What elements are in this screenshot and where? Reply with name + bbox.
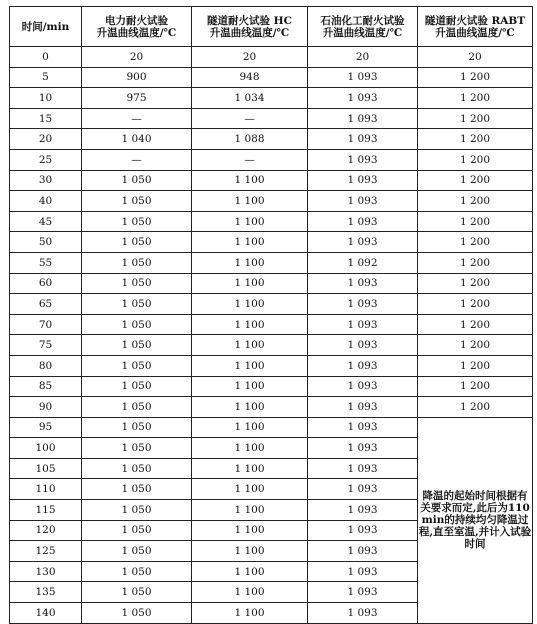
table-cell: 20 <box>192 47 308 68</box>
table-cell: 1 050 <box>82 355 192 376</box>
table-cell: 1 093 <box>308 479 418 500</box>
table-row <box>10 335 533 356</box>
table-cell: 1 034 <box>192 88 308 109</box>
table-cell: 1 093 <box>308 376 418 397</box>
header-hc-line1: 隧道耐火试验 HC <box>207 14 292 27</box>
table-row <box>10 376 533 397</box>
table-cell: 1 050 <box>82 479 192 500</box>
table-cell: 1 093 <box>308 273 418 294</box>
table-cell: 1 200 <box>418 108 533 129</box>
table-cell: 975 <box>82 88 192 109</box>
table-cell: 70 <box>10 314 82 335</box>
table-cell: 1 100 <box>192 417 308 438</box>
table-cell: 1 100 <box>192 232 308 253</box>
table-cell: 900 <box>82 67 192 88</box>
table-cell: 1 050 <box>82 541 192 562</box>
table-cell: 1 093 <box>308 294 418 315</box>
table-cell: 1 200 <box>418 314 533 335</box>
table-cell: 0 <box>10 47 82 68</box>
table-cell: 125 <box>10 541 82 562</box>
table-cell: 1 050 <box>82 438 192 459</box>
table-cell: 1 050 <box>82 561 192 582</box>
table-cell: 1 100 <box>192 294 308 315</box>
table-cell: 45 <box>10 211 82 232</box>
table-cell: 20 <box>82 47 192 68</box>
table-cell: 20 <box>308 47 418 68</box>
table-cell: 1 050 <box>82 582 192 603</box>
table-row <box>10 67 533 88</box>
table-cell: 1 100 <box>192 397 308 418</box>
table-cell: 30 <box>10 170 82 191</box>
table-cell: 1 100 <box>192 561 308 582</box>
table-cell: 1 100 <box>192 252 308 273</box>
table-cell: 1 200 <box>418 67 533 88</box>
table-cell: 1 092 <box>308 252 418 273</box>
table-cell: 10 <box>10 88 82 109</box>
table-cell: 1 050 <box>82 294 192 315</box>
table-cell: 20 <box>10 129 82 150</box>
header-row <box>10 7 533 47</box>
header-rabt-line1: 隧道耐火试验 RABT <box>424 14 526 27</box>
table-cell: 55 <box>10 252 82 273</box>
table-cell: 85 <box>10 376 82 397</box>
table-cell: 1 093 <box>308 541 418 562</box>
table-cell: 1 093 <box>308 355 418 376</box>
table-cell: 130 <box>10 561 82 582</box>
table-cell: 1 050 <box>82 335 192 356</box>
table-cell: 1 100 <box>192 273 308 294</box>
table-row <box>10 397 533 418</box>
table-row <box>10 149 533 170</box>
rabt-cooling-note: 降温的起始时间根据有关要求而定,此后为110 min的持续均匀降温过程,直至室温,并计入试验时间 <box>418 417 533 623</box>
table-cell: 105 <box>10 458 82 479</box>
table-cell: 1 050 <box>82 376 192 397</box>
table-row <box>10 355 533 376</box>
header-power-line2: 升温曲线温度/℃ <box>96 26 177 39</box>
table-cell: 140 <box>10 603 82 624</box>
table-cell: 1 093 <box>308 170 418 191</box>
table-cell: 1 093 <box>308 314 418 335</box>
table-cell: 1 200 <box>418 211 533 232</box>
table-cell: 1 093 <box>308 67 418 88</box>
table-cell: 1 100 <box>192 541 308 562</box>
table-cell: 1 100 <box>192 211 308 232</box>
header-time <box>10 7 82 47</box>
table-body <box>10 47 533 624</box>
table-cell: 1 200 <box>418 355 533 376</box>
table-cell: 120 <box>10 520 82 541</box>
table-row <box>10 88 533 109</box>
table-cell: 1 200 <box>418 149 533 170</box>
table-row <box>10 314 533 335</box>
table-cell: 1 100 <box>192 603 308 624</box>
table-cell: 1 093 <box>308 603 418 624</box>
header-petrochem <box>308 7 418 47</box>
header-petro-line1: 石油化工耐火试验 <box>320 14 405 27</box>
table-cell: 100 <box>10 438 82 459</box>
table-cell: — <box>192 108 308 129</box>
table-cell: 65 <box>10 294 82 315</box>
table-cell: 1 200 <box>418 129 533 150</box>
table-cell: 1 093 <box>308 500 418 521</box>
table-header <box>10 7 533 47</box>
header-rabt-line2: 升温曲线温度/℃ <box>435 26 515 39</box>
table-row <box>10 232 533 253</box>
fire-test-temperature-table <box>9 6 533 624</box>
table-cell: 1 200 <box>418 397 533 418</box>
table-cell: 1 200 <box>418 252 533 273</box>
table-row <box>10 273 533 294</box>
table-cell: 1 200 <box>418 273 533 294</box>
header-tunnel-hc <box>192 7 308 47</box>
table-cell: 1 093 <box>308 438 418 459</box>
header-tunnel-rabt <box>418 7 533 47</box>
table-cell: 1 093 <box>308 149 418 170</box>
table-cell: 1 100 <box>192 355 308 376</box>
table-cell: — <box>192 149 308 170</box>
table-cell: 1 100 <box>192 520 308 541</box>
table-cell: 1 093 <box>308 211 418 232</box>
table-cell: 1 050 <box>82 314 192 335</box>
table-cell: 1 093 <box>308 335 418 356</box>
table-cell: 15 <box>10 108 82 129</box>
table-cell: 1 050 <box>82 417 192 438</box>
table-cell: 1 100 <box>192 191 308 212</box>
header-power-line1: 电力耐火试验 <box>105 14 168 27</box>
table-cell: 1 093 <box>308 582 418 603</box>
table-cell: 1 100 <box>192 500 308 521</box>
table-cell: 1 100 <box>192 438 308 459</box>
table-cell: 948 <box>192 67 308 88</box>
table-row <box>10 129 533 150</box>
table-cell: 1 200 <box>418 335 533 356</box>
table-cell: 135 <box>10 582 82 603</box>
table-cell: 1 200 <box>418 232 533 253</box>
table-cell: 1 050 <box>82 603 192 624</box>
table-cell: 1 050 <box>82 252 192 273</box>
table-cell: 95 <box>10 417 82 438</box>
table-cell: 1 040 <box>82 129 192 150</box>
table-cell: 1 050 <box>82 191 192 212</box>
table-cell: 60 <box>10 273 82 294</box>
table-cell: 1 088 <box>192 129 308 150</box>
table-cell: 1 050 <box>82 520 192 541</box>
table-cell: 1 100 <box>192 314 308 335</box>
table-cell: 1 093 <box>308 191 418 212</box>
table-cell: 25 <box>10 149 82 170</box>
table-row <box>10 417 533 438</box>
table-cell: 1 050 <box>82 500 192 521</box>
table-row <box>10 294 533 315</box>
table-cell: 75 <box>10 335 82 356</box>
table-cell: 1 100 <box>192 376 308 397</box>
table-cell: 1 050 <box>82 458 192 479</box>
table-cell: 1 050 <box>82 232 192 253</box>
table-row <box>10 108 533 129</box>
table-cell: 90 <box>10 397 82 418</box>
table-cell: 1 100 <box>192 458 308 479</box>
table-cell: — <box>82 149 192 170</box>
table-cell: 40 <box>10 191 82 212</box>
table-cell: 5 <box>10 67 82 88</box>
table-cell: 1 093 <box>308 520 418 541</box>
table-cell: 1 200 <box>418 88 533 109</box>
table-row <box>10 252 533 273</box>
table-cell: 80 <box>10 355 82 376</box>
table-cell: 1 050 <box>82 211 192 232</box>
table-cell: 1 093 <box>308 458 418 479</box>
table-cell: 1 093 <box>308 108 418 129</box>
table-cell: 1 100 <box>192 479 308 500</box>
table-cell: 1 093 <box>308 88 418 109</box>
table-cell: 1 093 <box>308 129 418 150</box>
table-cell: 50 <box>10 232 82 253</box>
header-time-label: 时间/min <box>21 20 70 33</box>
table-cell: — <box>82 108 192 129</box>
header-power <box>82 7 192 47</box>
header-petro-line2: 升温曲线温度/℃ <box>322 26 403 39</box>
table-cell: 1 100 <box>192 582 308 603</box>
table-cell: 1 093 <box>308 232 418 253</box>
table-cell: 1 050 <box>82 397 192 418</box>
table-cell: 1 093 <box>308 397 418 418</box>
table-cell: 1 050 <box>82 170 192 191</box>
table-row <box>10 211 533 232</box>
table-cell: 20 <box>418 47 533 68</box>
table-row <box>10 191 533 212</box>
table-cell: 1 200 <box>418 191 533 212</box>
table-cell: 1 100 <box>192 335 308 356</box>
table-cell: 1 200 <box>418 376 533 397</box>
table-row <box>10 47 533 68</box>
table-cell: 1 200 <box>418 170 533 191</box>
table-row <box>10 170 533 191</box>
table-cell: 1 200 <box>418 294 533 315</box>
header-hc-line2: 升温曲线温度/℃ <box>209 26 290 39</box>
table-cell: 1 050 <box>82 273 192 294</box>
table-cell: 1 100 <box>192 170 308 191</box>
table-cell: 1 093 <box>308 561 418 582</box>
table-cell: 1 093 <box>308 417 418 438</box>
table-cell: 110 <box>10 479 82 500</box>
table-cell: 115 <box>10 500 82 521</box>
